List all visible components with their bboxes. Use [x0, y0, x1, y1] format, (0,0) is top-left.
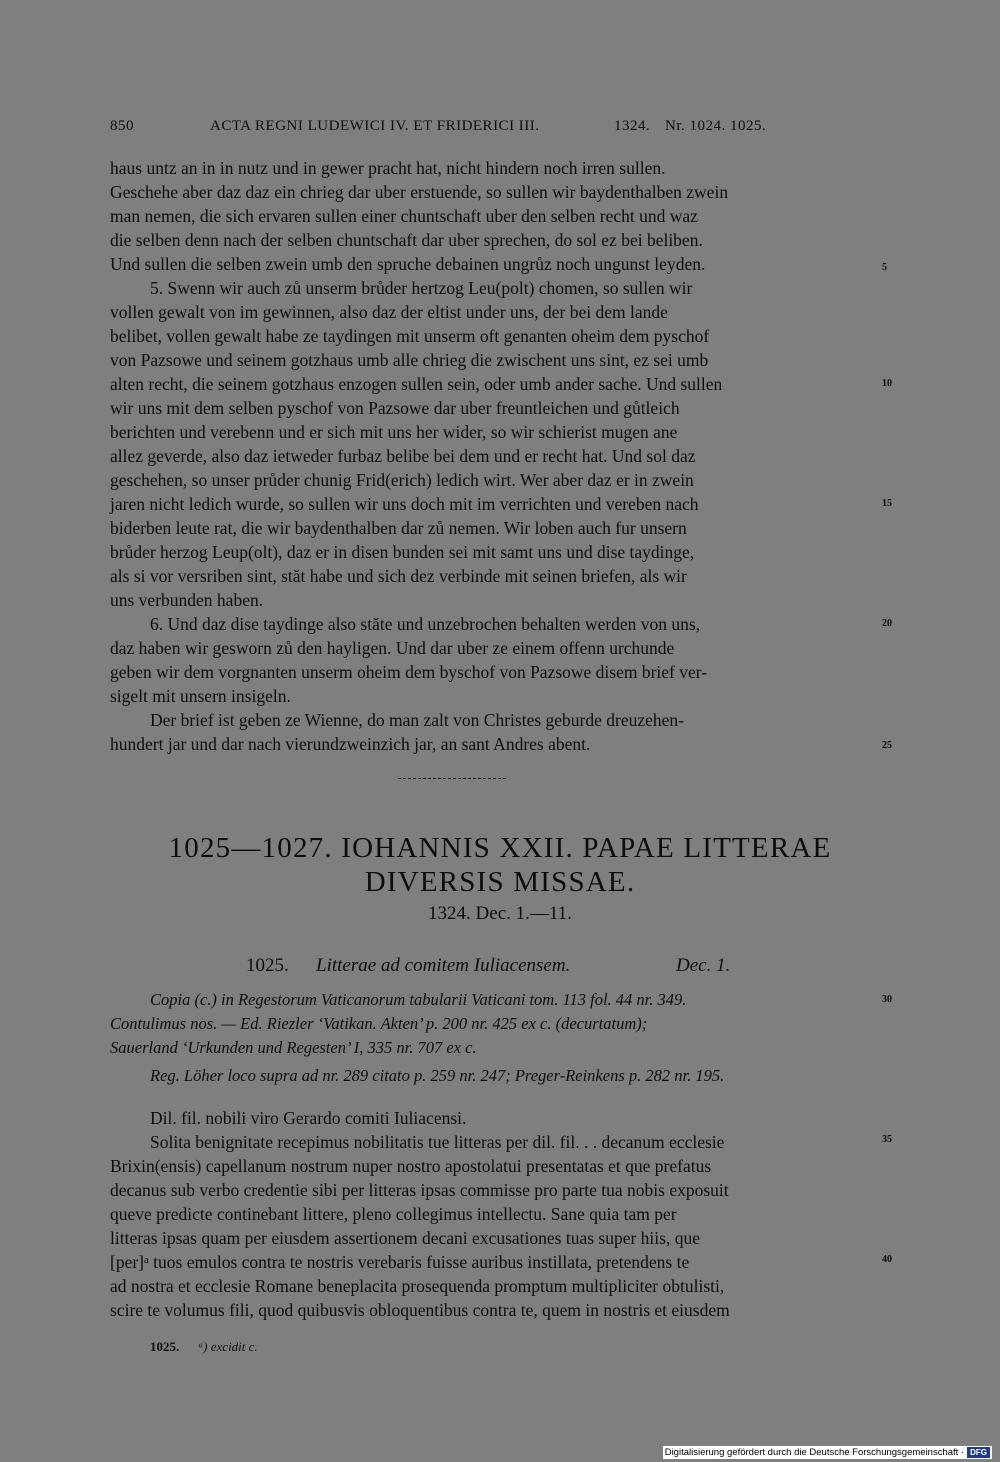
line-number: 5 — [882, 262, 887, 273]
dfg-logo: DFG — [967, 1447, 990, 1458]
section-separator — [398, 778, 506, 779]
text-line: brůder herzog Leup(olt), daz er in disen bunden sei mit samt uns und dise taydinge, — [110, 542, 695, 562]
running-numbers: Nr. 1024. 1025. — [665, 118, 767, 134]
line-number: 30 — [882, 994, 892, 1005]
digitization-footer — [663, 1446, 992, 1459]
text-line: Geschehe aber daz daz ein chrieg dar uber erstuende, so sullen wir baydenthalben zwein — [110, 182, 729, 202]
text-line: berichten und verebenn und er sich mit uns her wider, so wir schierist mugen ane — [110, 422, 678, 442]
running-title: ACTA REGNI LUDEWICI IV. ET FRIDERICI III. — [210, 118, 540, 134]
page-number: 850 — [110, 118, 134, 134]
text-line: ad nostra et ecclesie Romane beneplacita prosequenda promptum multipliciter obtulisti, — [110, 1276, 725, 1296]
citation-line: Contulimus nos. — Ed. Riezler ‘Vatikan. Akten’ p. 200 nr. 425 ex c. (decurtatum); — [110, 1014, 648, 1033]
text-line: Der brief ist geben ze Wienne, do man zalt von Christes geburde dreuzehen- — [150, 710, 684, 730]
section-dates: 1324. Dec. 1.—11. — [428, 903, 572, 924]
regest-line: Reg. Löher loco supra ad nr. 289 citato p. 259 nr. 247; Preger-Reinkens p. 282 nr. 195. — [150, 1066, 725, 1085]
text-line: biderben leute rat, die wir baydenthalben dar zů nemen. Wir loben auch fur unsern — [110, 518, 687, 538]
text-line: uns verbunden haben. — [110, 590, 264, 610]
text-line: geben wir dem vorgnanten unserm oheim dem byschof von Pazsowe disem brief ver- — [110, 662, 708, 682]
text-line: wir uns mit dem selben pyschof von Pazsowe dar uber freuntleichen und gůtleich — [110, 398, 680, 418]
text-line: 5. Swenn wir auch zů unserm brůder hertzog Leu(polt) chomen, so sullen wir — [150, 278, 693, 298]
text-line: Und sullen die selben zwein umb den spruche debainen ungrůz noch ungunst leyden. — [110, 254, 706, 274]
text-line: queve predicte continebant littere, pleno collegimus intellectu. Sane quia tam per — [110, 1204, 677, 1224]
document-number: 1025. — [246, 955, 289, 976]
section-title-line1: 1025—1027. IOHANNIS XXII. PAPAE LITTERAE — [168, 832, 832, 864]
text-line: sigelt mit unsern insigeln. — [110, 686, 291, 706]
text-line: Brixin(ensis) capellanum nostrum nuper nostro apostolatui presentatas et que prefatus — [110, 1156, 712, 1176]
document-title: Litterae ad comitem Iuliacensem. — [316, 955, 571, 976]
text-line: haus untz an in in nutz und in gewer pracht hat, nicht hindern noch irren sullen. — [110, 158, 666, 178]
text-line: [per]ᵃ tuos emulos contra te nostris verebaris fuisse auribus instillata, pretendens te — [110, 1252, 690, 1272]
text-line: 6. Und daz dise taydinge also stăte und unzebrochen behalten werden von uns, — [150, 614, 701, 634]
text-line: als si vor versriben sint, stăt habe und sich dez verbinde mit seinen briefen, als wir — [110, 566, 687, 586]
text-line: vollen gewalt von im gewinnen, also daz der eltist under uns, der bei dem lande — [110, 302, 668, 322]
text-line: geschehen, so unser průder chunig Frid(erich) ledich wirt. Wer aber daz er in zwein — [110, 470, 694, 490]
line-number: 25 — [882, 740, 892, 751]
footnote-text: ᵃ) excidit c. — [198, 1339, 258, 1354]
citation-line: Sauerland ‘Urkunden und Regesten’ I, 335 nr. 707 ex c. — [110, 1038, 477, 1057]
line-number: 20 — [882, 618, 892, 629]
citation-line: Copia (c.) in Regestorum Vaticanorum tabularii Vaticani tom. 113 fol. 44 nr. 349. — [150, 990, 687, 1009]
document-date: Dec. 1. — [676, 955, 731, 976]
text-line: die selben denn nach der selben chuntschaft dar uber sprechen, do sol ez bei beliben. — [110, 230, 703, 250]
line-number: 35 — [882, 1134, 892, 1145]
text-line: jaren nicht ledich wurde, so sullen wir uns doch mit im verrichten und vereben nach — [110, 494, 699, 514]
text-line: man nemen, die sich ervaren sullen einer chuntschaft uber den selben recht und waz — [110, 206, 698, 226]
text-line: von Pazsowe und seinem gotzhaus umb alle chrieg die zwischent uns sint, ez sei umb — [110, 350, 709, 370]
line-number: 40 — [882, 1254, 892, 1265]
running-year: 1324. — [614, 118, 651, 134]
line-number: 15 — [882, 498, 892, 509]
text-line: allez geverde, also daz ietweder furbaz belibe bei dem und er recht hat. Und sol daz — [110, 446, 696, 466]
footer-text: Digitalisierung gefördert durch die Deutsche Forschungsgemeinschaft · — [664, 1447, 965, 1458]
text-line: scire te volumus fili, quod quibusvis obloquentibus contra te, quem in nostris et eiusdem — [110, 1300, 730, 1320]
line-number: 10 — [882, 378, 892, 389]
text-line: daz haben wir gesworn zů den hayligen. Und dar uber ze einem offenn urchunde — [110, 638, 675, 658]
text-line: hundert jar und dar nach vierundzweinzich jar, an sant Andres abent. — [110, 734, 591, 754]
text-line: Solita benignitate recepimus nobilitatis tue litteras per dil. fil. . . decanum ecclesie — [150, 1132, 725, 1152]
section-title-line2: DIVERSIS MISSAE. — [364, 866, 636, 898]
text-line: belibet, vollen gewalt habe ze taydingen mit unserm oft genanten oheim dem pyschof — [110, 326, 710, 346]
text-line: alten recht, die seinem gotzhaus enzogen sullen sein, oder umb ander sache. Und sullen — [110, 374, 723, 394]
text-line: decanus sub verbo credentie sibi per litteras ipsas commisse pro parte tua nobis exposuit — [110, 1180, 729, 1200]
footnote-number: 1025. — [150, 1339, 180, 1354]
text-line: Dil. fil. nobili viro Gerardo comiti Iuliacensi. — [150, 1108, 467, 1128]
text-line: litteras ipsas quam per eiusdem assertionem decani excusationes tuas super hiis, que — [110, 1228, 700, 1248]
